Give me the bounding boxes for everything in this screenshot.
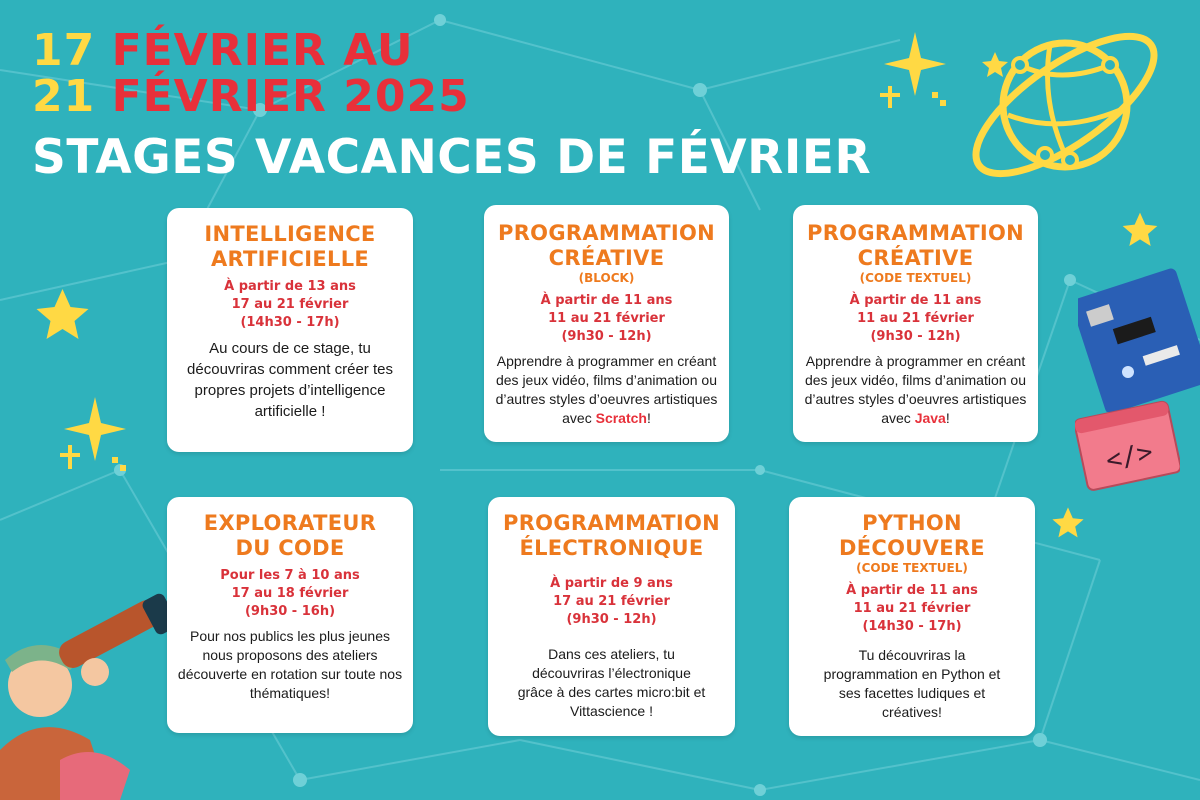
sparkle-icon [880, 30, 950, 110]
card-intelligence-artificielle[interactable] [167, 208, 413, 452]
card-description-text: Apprendre à programmer en créant des jeux vidéo, films d’animation ou d’autres styles d’oeuvres artistiques avec [495, 353, 718, 426]
date-line-1 [32, 25, 414, 76]
star-icon [1050, 505, 1086, 541]
planet-icon [960, 5, 1175, 210]
card-description [803, 352, 1028, 428]
card-description [494, 352, 719, 428]
card-highlight: Scratch [595, 410, 647, 426]
page-title: STAGES VACANCES DE FÉVRIER [32, 130, 872, 185]
card-dates: 17 au 21 février [553, 594, 670, 609]
card-description: Au cours de ce stage, tu découvriras comment créer tes propres projets d’intelligence artificielle ! [187, 340, 393, 420]
sparkle-icon [60, 395, 130, 475]
date-end-month: FÉVRIER 2025 [111, 71, 470, 122]
card-title: DÉCOUVERE [839, 536, 985, 560]
card-dates: 17 au 18 février [231, 586, 349, 601]
card-description-end: ! [945, 410, 950, 426]
card-title: CRÉATIVE [857, 246, 974, 270]
card-age: À partir de 9 ans [550, 576, 673, 591]
card-schedule [177, 567, 403, 621]
card-title: EXPLORATEUR [203, 511, 377, 535]
card-hours: (9h30 - 16h) [244, 604, 336, 619]
card-schedule [177, 278, 403, 332]
card-title: DU CODE [235, 536, 345, 560]
card-subtitle: (CODE TEXTUEL) [856, 561, 968, 575]
card-age: À partir de 13 ans [224, 279, 356, 294]
card-programmation-creative-block[interactable] [484, 205, 729, 442]
card-schedule [498, 575, 725, 629]
card-description-end: ! [646, 410, 651, 426]
card-hours: (9h30 - 12h) [561, 329, 652, 344]
card-dates: 11 au 21 février [548, 311, 665, 326]
card-programmation-creative-textuel[interactable] [793, 205, 1038, 442]
card-schedule [803, 292, 1028, 346]
card-hours: (14h30 - 17h) [862, 619, 962, 634]
card-description: Dans ces ateliers, tu découvriras l’électronique grâce à des cartes micro:bit et Vittascience ! [517, 646, 706, 719]
card-programmation-electronique[interactable] [488, 497, 735, 736]
card-title: PROGRAMMATION [498, 221, 715, 245]
card-dates: 17 au 21 février [231, 297, 349, 312]
card-hours: (9h30 - 12h) [566, 612, 657, 627]
card-subtitle: (BLOCK) [578, 271, 635, 285]
card-title: PROGRAMMATION [807, 221, 1024, 245]
card-schedule [799, 582, 1025, 636]
card-description: Pour nos publics les plus jeunes nous proposons des ateliers découverte en rotation sur toute nos thématiques! [177, 628, 403, 701]
card-title: ARTIFICIELLE [210, 247, 370, 271]
card-age: À partir de 11 ans [540, 293, 673, 308]
date-start-day: 17 [32, 25, 96, 76]
code-window-icon [1075, 395, 1180, 495]
card-description-text: Apprendre à programmer en créant des jeux vidéo, films d’animation ou d’autres styles d’oeuvres artistiques avec [804, 353, 1027, 426]
card-title: PROGRAMMATION [503, 511, 720, 535]
card-title: PYTHON [862, 511, 962, 535]
explorer-illustration [0, 590, 180, 800]
card-title: INTELLIGENCE [204, 222, 376, 246]
card-highlight: Java [914, 410, 946, 426]
star-icon [1120, 210, 1160, 250]
card-age: À partir de 11 ans [846, 583, 978, 598]
date-start-month: FÉVRIER AU [111, 25, 414, 76]
card-dates: 11 au 21 février [853, 601, 971, 616]
card-dates: 11 au 21 février [857, 311, 974, 326]
date-end-day: 21 [32, 71, 96, 122]
card-explorateur-du-code[interactable] [167, 497, 413, 733]
card-python-decouvere[interactable] [789, 497, 1035, 736]
card-age: À partir de 11 ans [849, 293, 982, 308]
card-title: ÉLECTRONIQUE [519, 536, 704, 560]
card-hours: (9h30 - 12h) [870, 329, 961, 344]
star-icon [30, 285, 95, 345]
date-line-2 [32, 71, 470, 122]
card-age: Pour les 7 à 10 ans [220, 568, 360, 583]
card-description: Tu découvriras la programmation en Python et ses facettes ludiques et créatives! [823, 647, 1001, 720]
circuit-board-icon [1078, 262, 1200, 412]
card-hours: (14h30 - 17h) [240, 315, 340, 330]
card-schedule [494, 292, 719, 346]
card-title: CRÉATIVE [548, 246, 665, 270]
card-subtitle: (CODE TEXTUEL) [859, 271, 972, 285]
svg-text:</>: </> [1103, 437, 1156, 477]
